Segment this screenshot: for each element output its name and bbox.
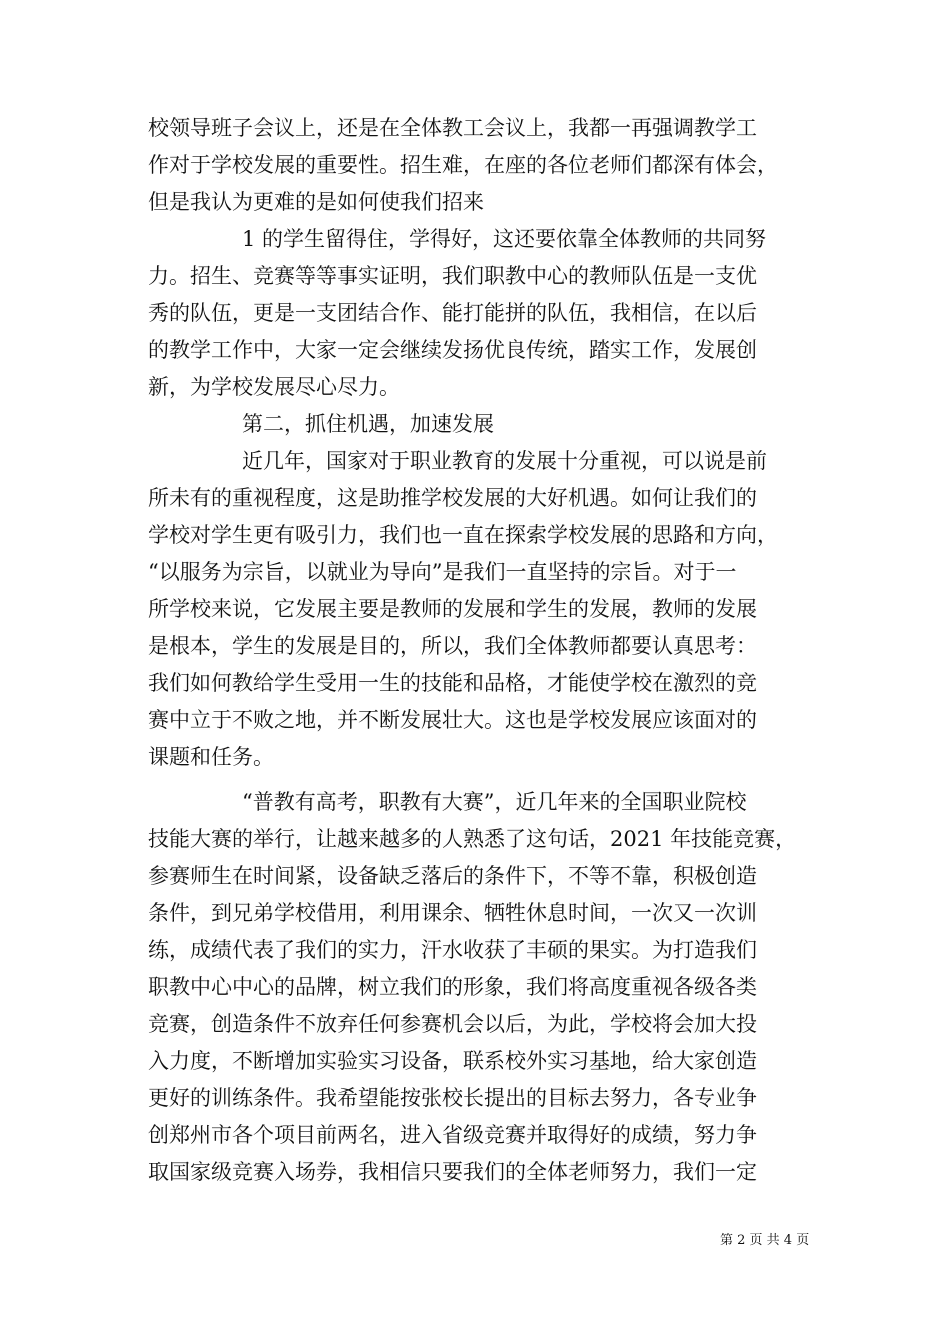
text-line: 近几年，国家对于职业教育的发展十分重视，可以说是前 bbox=[242, 449, 767, 473]
text-line: 力。招生、竞赛等等事实证明，我们职教中心的教师队伍是一支优 bbox=[148, 264, 757, 288]
text-line: 校领导班子会议上，还是在全体教工会议上，我都一再强调教学工 bbox=[148, 116, 757, 140]
text-line: 秀的队伍，更是一支团结合作、能打能拼的队伍，我相信，在以后 bbox=[148, 301, 757, 325]
text-line: 1 的学生留得住，学得好，这还要依靠全体教师的共同努 bbox=[242, 227, 767, 251]
document-body bbox=[148, 110, 813, 1191]
text-line: 竞赛，创造条件不放弃任何参赛机会以后，为此，学校将会加大投 bbox=[148, 1012, 757, 1036]
paragraph bbox=[148, 406, 813, 443]
text-line: 我们如何教给学生受用一生的技能和品格，才能使学校在激烈的竞 bbox=[148, 671, 757, 695]
paragraph bbox=[148, 221, 813, 406]
text-line: 课题和任务。 bbox=[148, 745, 274, 769]
text-line: “普教有高考，职教有大赛”，近几年来的全国职业院校 bbox=[242, 790, 747, 814]
text-line: 是根本，学生的发展是目的，所以，我们全体教师都要认真思考： bbox=[148, 634, 757, 658]
text-line: 作对于学校发展的重要性。招生难，在座的各位老师们都深有体会， bbox=[148, 153, 778, 177]
text-line: 条件，到兄弟学校借用，利用课余、牺牲休息时间，一次又一次训 bbox=[148, 901, 757, 925]
text-line: 所未有的重视程度，这是助推学校发展的大好机遇。如何让我们的 bbox=[148, 486, 757, 510]
text-line: 参赛师生在时间紧，设备缺乏落后的条件下，不等不靠，积极创造 bbox=[148, 864, 757, 888]
text-line: 所学校来说，它发展主要是教师的发展和学生的发展，教师的发展 bbox=[148, 597, 757, 621]
text-line: 新，为学校发展尽心尽力。 bbox=[148, 375, 400, 399]
page-number-footer: 第 2 页 共 4 页 bbox=[720, 1233, 810, 1248]
text-line: 创郑州市各个项目前两名，进入省级竞赛并取得好的成绩，努力争 bbox=[148, 1123, 757, 1147]
text-line: “以服务为宗旨，以就业为导向”是我们一直坚持的宗旨。对于一 bbox=[148, 560, 737, 584]
text-line: 第二，抓住机遇，加速发展 bbox=[242, 412, 494, 436]
text-line: 但是我认为更难的是如何使我们招来 bbox=[148, 190, 484, 214]
paragraph-gap bbox=[148, 776, 813, 784]
text-line: 取国家级竞赛入场券，我相信只要我们的全体老师努力，我们一定 bbox=[148, 1160, 757, 1184]
text-line: 学校对学生更有吸引力，我们也一直在探索学校发展的思路和方向， bbox=[148, 523, 778, 547]
text-line: 赛中立于不败之地，并不断发展壮大。这也是学校发展应该面对的 bbox=[148, 708, 757, 732]
paragraph bbox=[148, 110, 813, 221]
paragraph bbox=[148, 443, 813, 776]
text-line: 技能大赛的举行，让越来越多的人熟悉了这句话，2021 年技能竞赛， bbox=[148, 827, 797, 851]
text-line: 入力度，不断增加实验实习设备，联系校外实习基地，给大家创造 bbox=[148, 1049, 757, 1073]
text-line: 练，成绩代表了我们的实力，汗水收获了丰硕的果实。为打造我们 bbox=[148, 938, 757, 962]
text-line: 职教中心中心的品牌，树立我们的形象，我们将高度重视各级各类 bbox=[148, 975, 757, 999]
paragraph bbox=[148, 784, 813, 1191]
text-line: 更好的训练条件。我希望能按张校长提出的目标去努力，各专业争 bbox=[148, 1086, 757, 1110]
text-line: 的教学工作中，大家一定会继续发扬优良传统，踏实工作，发展创 bbox=[148, 338, 757, 362]
